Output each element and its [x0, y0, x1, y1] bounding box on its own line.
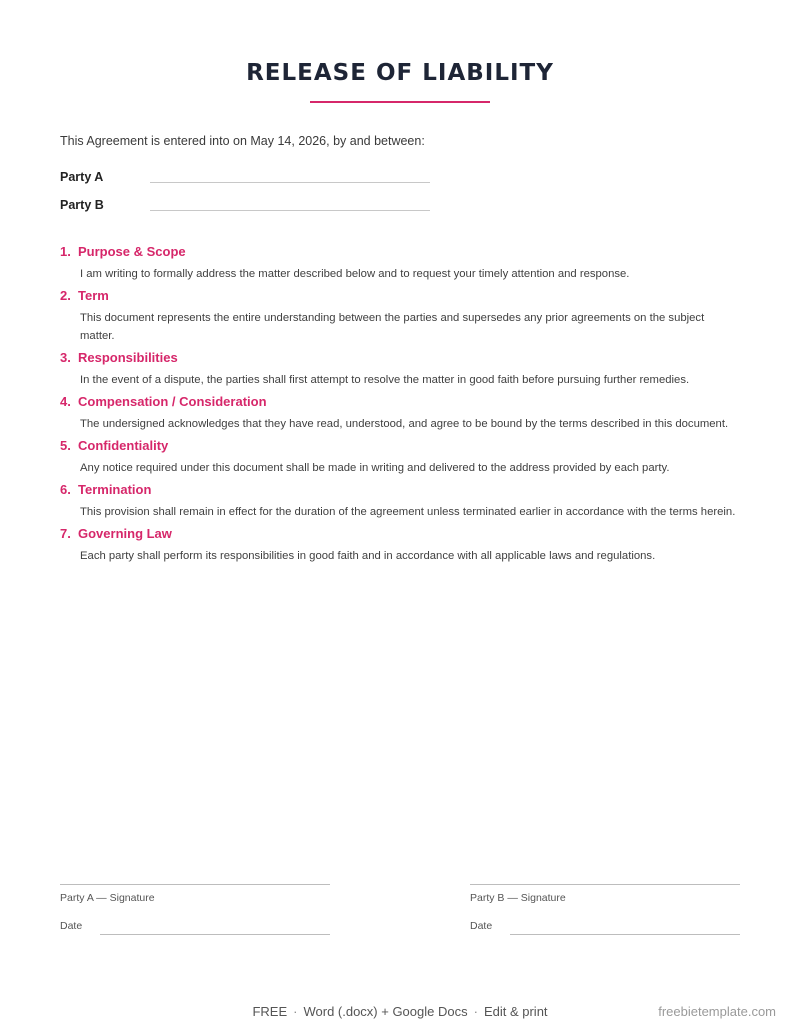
clause-body: In the event of a dispute, the parties shall first attempt to resolve the matter in good faith before pursuing further remedies.: [80, 374, 690, 386]
party-a-label: Party A: [60, 170, 104, 184]
clause-number: 2.: [60, 288, 71, 303]
clause: [60, 437, 740, 477]
party-a-signature-label: Party A — Signature: [60, 892, 155, 904]
intro-text: This Agreement is entered into on May 14, 2026, by and between:: [60, 134, 425, 148]
clause: [60, 287, 740, 345]
footer-item-free: FREE: [252, 1004, 288, 1019]
party-a-date-line: [100, 934, 330, 935]
clause-number: 6.: [60, 482, 71, 497]
party-b-name-line: [150, 210, 430, 211]
party-b-date-line: [510, 934, 740, 935]
footer-separator: ·: [293, 1004, 298, 1019]
clause: [60, 349, 740, 389]
title-underline: [310, 101, 490, 103]
clause-body: The undersigned acknowledges that they have read, understood, and agree to be bound by the terms described in this document.: [80, 418, 729, 430]
clause-title: Confidentiality: [78, 438, 169, 453]
party-a-signature-line: [60, 884, 330, 885]
clause-title: Responsibilities: [78, 350, 178, 365]
clause-number: 5.: [60, 438, 71, 453]
clause-heading: [60, 287, 740, 305]
clause-heading: [60, 481, 740, 499]
clause: [60, 393, 740, 433]
clause-number: 1.: [60, 244, 71, 259]
clause-title: Governing Law: [78, 526, 172, 541]
clause-heading: [60, 243, 740, 261]
party-b-signature-label: Party B — Signature: [470, 892, 566, 904]
party-a-name-line: [150, 182, 430, 183]
document-title: RELEASE OF LIABILITY: [246, 60, 554, 86]
clause-heading: [60, 437, 740, 455]
clauses-list: [60, 243, 740, 569]
party-b-row: [60, 196, 440, 216]
party-b-label: Party B: [60, 198, 104, 212]
party-b-date-label: Date: [470, 920, 493, 932]
clause: [60, 525, 740, 565]
party-a-date-label: Date: [60, 920, 83, 932]
party-a-row: [60, 168, 440, 188]
clause: [60, 243, 740, 283]
clause-heading: [60, 393, 740, 411]
clause-number: 3.: [60, 350, 71, 365]
site-link[interactable]: freebietemplate.com: [658, 1004, 776, 1019]
clause-body: This provision shall remain in effect for the duration of the agreement unless terminated earlier in accordance with the terms herein.: [80, 506, 736, 518]
footer-separator: ·: [473, 1004, 478, 1019]
clause: [60, 481, 740, 521]
clause-body: Each party shall perform its responsibilities in good faith and in accordance with all applicable laws and regulations.: [80, 550, 656, 562]
party-b-signature-line: [470, 884, 740, 885]
footer-item-formats: Word (.docx) + Google Docs: [303, 1004, 468, 1019]
clause-title: Purpose & Scope: [78, 244, 186, 259]
clause-body: This document represents the entire understanding between the parties and supersedes any prior agreements on the subject matter.: [80, 312, 705, 342]
clause-number: 7.: [60, 526, 71, 541]
clause-title: Termination: [78, 482, 152, 497]
clause-title: Compensation / Consideration: [78, 394, 267, 409]
clause-number: 4.: [60, 394, 71, 409]
clause-heading: [60, 349, 740, 367]
clause-body: Any notice required under this document shall be made in writing and delivered to the address provided by each party.: [80, 462, 670, 474]
clause-heading: [60, 525, 740, 543]
clause-body: I am writing to formally address the matter described below and to request your timely attention and response.: [80, 268, 630, 280]
footer-item-edit: Edit & print: [483, 1004, 548, 1019]
clause-title: Term: [78, 288, 109, 303]
